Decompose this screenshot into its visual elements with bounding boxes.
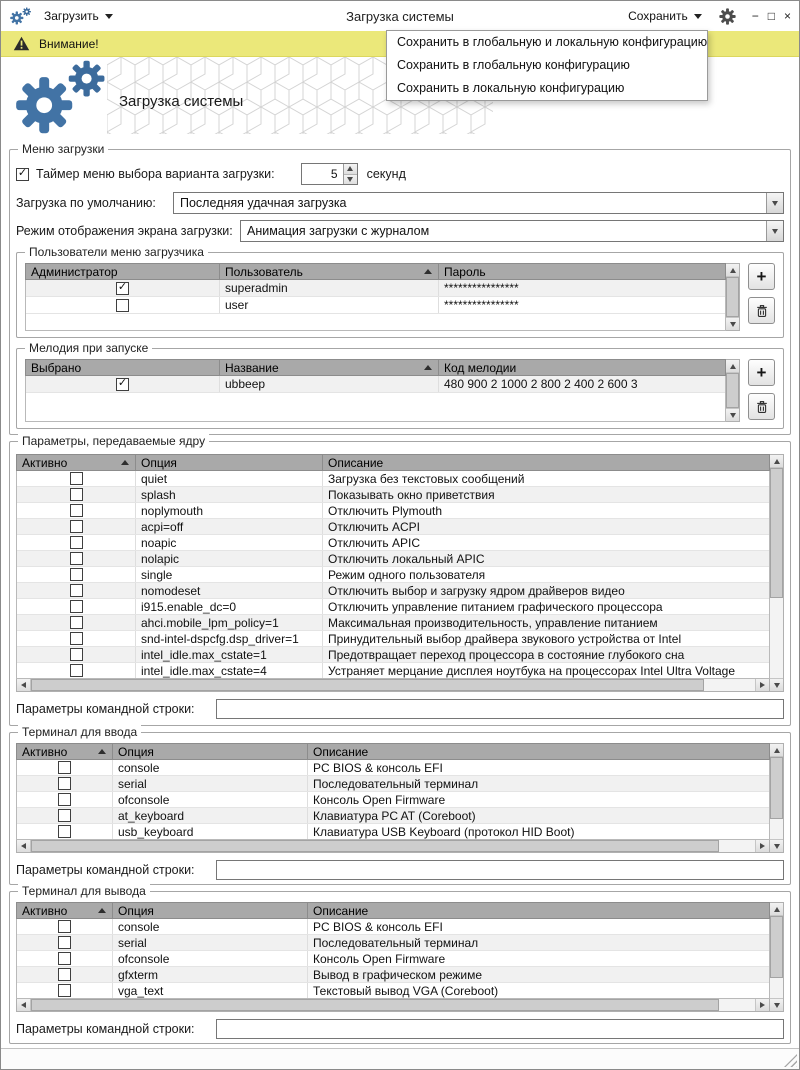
warning-text: Внимание! [39, 36, 99, 51]
admin-checkbox[interactable] [116, 299, 129, 312]
description-cell: Клавиатура PC AT (Coreboot) [313, 808, 476, 823]
option-cell: at_keyboard [113, 808, 308, 823]
resize-grip[interactable] [784, 1054, 797, 1067]
option-cell: ahci.mobile_lpm_policy=1 [136, 615, 323, 630]
kernel-cmdline-input[interactable] [216, 699, 784, 719]
input-terminal-row[interactable] [17, 808, 769, 824]
timer-unit-label: секунд [366, 167, 406, 181]
output-terminal-header [16, 902, 770, 919]
active-checkbox[interactable] [70, 568, 83, 581]
option-cell: splash [136, 487, 323, 502]
kernel-param-row[interactable] [17, 567, 769, 583]
warning-icon [13, 36, 30, 51]
horizontal-scrollbar[interactable] [16, 999, 770, 1012]
scroll-down-icon[interactable] [770, 678, 783, 691]
description-cell: Клавиатура USB Keyboard (протокол HID Boot) [313, 824, 575, 839]
user-row[interactable] [26, 280, 725, 297]
description-cell: Отключить APIC [328, 535, 420, 550]
scroll-up-icon[interactable] [726, 264, 739, 277]
output-terminal-row[interactable] [17, 983, 769, 999]
group-input-terminal [9, 725, 791, 885]
load-button-label: Загрузить [44, 9, 99, 23]
active-checkbox[interactable] [70, 504, 83, 517]
horizontal-scrollbar[interactable] [16, 679, 770, 692]
column-header-option[interactable]: Опция [113, 744, 308, 759]
input-terminal-row[interactable] [17, 760, 769, 776]
active-checkbox[interactable] [58, 793, 71, 806]
scroll-right-icon[interactable] [755, 679, 769, 691]
option-cell: console [113, 919, 308, 934]
option-cell: acpi=off [136, 519, 323, 534]
delete-melody-button[interactable] [748, 393, 775, 420]
active-checkbox[interactable] [70, 488, 83, 501]
kernel-param-row[interactable] [17, 615, 769, 631]
display-mode-select[interactable] [240, 220, 784, 242]
option-cell: nolapic [136, 551, 323, 566]
column-header-name[interactable]: Название [220, 360, 439, 375]
group-bootloader-users [16, 245, 784, 338]
input-terminal-header [16, 743, 770, 760]
option-cell: gfxterm [113, 967, 308, 982]
spin-up-button[interactable] [344, 164, 357, 175]
column-header-admin[interactable]: Администратор [26, 264, 220, 279]
spin-down-button[interactable] [344, 175, 357, 185]
vertical-scrollbar[interactable] [726, 359, 740, 422]
scroll-up-icon[interactable] [770, 903, 783, 916]
kernel-param-row[interactable] [17, 631, 769, 647]
close-button[interactable]: × [783, 9, 791, 23]
kernel-param-row[interactable] [17, 503, 769, 519]
description-cell: Отключить Plymouth [328, 503, 443, 518]
user-name-cell: user [220, 297, 439, 313]
column-header-description[interactable]: Описание [328, 455, 384, 470]
window-title: Загрузка системы [346, 8, 454, 24]
menu-item-save-global[interactable]: Сохранить в глобальную конфигурацию [397, 58, 630, 72]
description-cell: Предотвращает переход процессора в состояние глубокого сна [328, 647, 685, 662]
option-cell: single [136, 567, 323, 582]
scroll-down-icon[interactable] [770, 839, 783, 852]
password-cell: **************** [444, 281, 519, 295]
scroll-right-icon[interactable] [755, 840, 769, 852]
minimize-button[interactable]: − [751, 9, 759, 23]
description-cell: Отключить локальный APIC [328, 551, 485, 566]
input-terminal-table [16, 743, 784, 853]
users-table-header [25, 263, 726, 280]
option-cell: intel_idle.max_cstate=1 [136, 647, 323, 662]
melody-code-cell: 480 900 2 1000 2 800 2 400 2 600 3 [444, 377, 638, 391]
input-terminal-body [16, 760, 770, 840]
vertical-scrollbar[interactable] [770, 902, 784, 1012]
maximize-button[interactable]: □ [767, 9, 775, 23]
description-cell: Отключить выбор и загрузку ядром драйверов видео [328, 583, 625, 598]
active-checkbox[interactable] [58, 809, 71, 822]
column-header-active[interactable]: Активно [17, 903, 113, 918]
group-boot-menu [9, 142, 791, 435]
group-boot-menu-title: Меню загрузки [18, 142, 108, 156]
melody-table-body [25, 376, 726, 422]
option-cell: noapic [136, 535, 323, 550]
users-table [25, 263, 740, 331]
option-cell: usb_keyboard [113, 824, 308, 839]
active-checkbox[interactable] [70, 664, 83, 677]
column-header-password[interactable]: Пароль [444, 264, 486, 279]
option-cell: intel_idle.max_cstate=4 [136, 663, 323, 678]
active-checkbox[interactable] [58, 777, 71, 790]
scroll-down-icon[interactable] [770, 998, 783, 1011]
menu-item-save-local[interactable]: Сохранить в локальную конфигурацию [397, 81, 625, 95]
scroll-up-icon[interactable] [770, 455, 783, 468]
group-kernel-params-title: Параметры, передаваемые ядру [18, 434, 209, 448]
column-header-user[interactable]: Пользователь [220, 264, 439, 279]
group-startup-melody [16, 341, 784, 429]
kernel-params-table [16, 454, 784, 692]
vertical-scrollbar[interactable] [770, 454, 784, 692]
column-header-active[interactable]: Активно [17, 455, 136, 470]
option-cell: serial [113, 935, 308, 950]
input-terminal-row[interactable] [17, 776, 769, 792]
chevron-down-icon [105, 14, 113, 19]
description-cell: Принудительный выбор драйвера звукового устройства от Intel [328, 631, 682, 646]
column-header-option[interactable]: Опция [136, 455, 323, 470]
display-mode-label: Режим отображения экрана загрузки: [16, 224, 233, 238]
toolbar [1, 1, 799, 31]
add-melody-button[interactable]: + [748, 359, 775, 386]
column-header-selected[interactable]: Выбрано [26, 360, 220, 375]
active-checkbox[interactable] [70, 584, 83, 597]
active-checkbox[interactable] [58, 968, 71, 981]
kernel-param-row[interactable] [17, 535, 769, 551]
sort-asc-icon [121, 460, 129, 465]
group-output-terminal [9, 884, 791, 1044]
default-boot-select[interactable] [173, 192, 784, 214]
password-cell: **************** [444, 298, 519, 312]
vertical-scrollbar[interactable] [770, 743, 784, 853]
delete-user-button[interactable] [748, 297, 775, 324]
active-checkbox[interactable] [58, 952, 71, 965]
settings-gear-icon[interactable] [719, 8, 736, 25]
option-cell: ofconsole [113, 951, 308, 966]
option-cell: noplymouth [136, 503, 323, 518]
page-title: Загрузка системы [119, 93, 244, 110]
default-boot-label: Загрузка по умолчанию: [16, 196, 156, 210]
default-boot-value: Последняя удачная загрузка [180, 196, 347, 210]
description-cell: Загрузка без текстовых сообщений [328, 471, 525, 486]
cmdline-label: Параметры командной строки: [16, 863, 195, 877]
column-header-active[interactable]: Активно [17, 744, 113, 759]
output-terminal-table [16, 902, 784, 1012]
column-header-description[interactable]: Описание [313, 744, 369, 759]
description-cell: Отключить управление питанием графического процессора [328, 599, 663, 614]
vertical-scrollbar[interactable] [726, 263, 740, 331]
kernel-param-row[interactable] [17, 583, 769, 599]
trash-icon [755, 304, 769, 318]
user-name-cell: superadmin [220, 280, 439, 296]
load-button[interactable] [39, 6, 118, 26]
timer-checkbox[interactable] [16, 168, 29, 181]
timer-value: 5 [330, 167, 338, 181]
users-table-body [25, 280, 726, 331]
kernel-table-body [16, 471, 770, 679]
output-terminal-row[interactable] [17, 951, 769, 967]
sort-asc-icon [98, 749, 106, 754]
description-cell: Отключить ACPI [328, 519, 420, 534]
menu-item-save-global-and-local[interactable]: Сохранить в глобальную и локальную конфигурацию [397, 35, 708, 49]
input-terminal-cmdline-input[interactable] [216, 860, 784, 880]
sort-asc-icon [98, 908, 106, 913]
description-cell: Последовательный терминал [313, 935, 479, 950]
timer-label: Таймер меню выбора варианта загрузки: [36, 167, 275, 181]
cmdline-label: Параметры командной строки: [16, 702, 195, 716]
option-cell: i915.enable_dc=0 [136, 599, 323, 614]
selected-checkbox[interactable] [116, 378, 129, 391]
description-cell: Текстовый вывод VGA (Coreboot) [313, 983, 499, 998]
group-bootloader-users-title: Пользователи меню загрузчика [25, 245, 208, 259]
option-cell: nomodeset [136, 583, 323, 598]
option-cell: vga_text [113, 983, 308, 998]
active-checkbox[interactable] [58, 920, 71, 933]
group-output-terminal-title: Терминал для вывода [18, 884, 150, 898]
app-gears-icon [9, 7, 32, 25]
display-mode-value: Анимация загрузки с журналом [247, 224, 430, 238]
description-cell: Максимальная производительность, управление питанием [328, 615, 658, 630]
save-button[interactable] [623, 6, 707, 26]
melody-table-header [25, 359, 726, 376]
active-checkbox[interactable] [70, 552, 83, 565]
scroll-down-icon[interactable] [726, 408, 739, 421]
horizontal-scrollbar[interactable] [16, 840, 770, 853]
kernel-param-row[interactable] [17, 487, 769, 503]
description-cell: PC BIOS & консоль EFI [313, 919, 443, 934]
description-cell: Последовательный терминал [313, 776, 479, 791]
active-checkbox[interactable] [70, 520, 83, 533]
description-cell: PC BIOS & консоль EFI [313, 760, 443, 775]
trash-icon [755, 400, 769, 414]
option-cell: quiet [136, 471, 323, 486]
description-cell: Устраняет мерцание дисплея ноутбука на процессорах Intel Ultra Voltage [328, 663, 735, 678]
active-checkbox[interactable] [70, 648, 83, 661]
active-checkbox[interactable] [70, 536, 83, 549]
kernel-param-row[interactable] [17, 551, 769, 567]
active-checkbox[interactable] [58, 936, 71, 949]
column-header-option[interactable]: Опция [113, 903, 308, 918]
chevron-down-icon[interactable] [766, 221, 783, 241]
save-dropdown-menu [386, 30, 708, 101]
melody-table [25, 359, 740, 422]
description-cell: Режим одного пользователя [328, 567, 486, 582]
column-header-description[interactable]: Описание [313, 903, 369, 918]
kernel-param-row[interactable] [17, 647, 769, 663]
scroll-down-icon[interactable] [726, 317, 739, 330]
active-checkbox[interactable] [70, 472, 83, 485]
active-checkbox[interactable] [70, 616, 83, 629]
app-logo-gears-icon [11, 59, 109, 135]
scroll-right-icon[interactable] [755, 999, 769, 1011]
active-checkbox[interactable] [70, 632, 83, 645]
kernel-param-row[interactable] [17, 471, 769, 487]
description-cell: Консоль Open Firmware [313, 792, 446, 807]
user-row[interactable] [26, 297, 725, 314]
scroll-left-icon[interactable] [17, 999, 31, 1011]
cmdline-label: Параметры командной строки: [16, 1022, 195, 1036]
kernel-param-row[interactable] [17, 599, 769, 615]
option-cell: console [113, 760, 308, 775]
timer-spinbox[interactable] [301, 163, 358, 185]
sort-asc-icon [424, 269, 432, 274]
output-terminal-cmdline-input[interactable] [216, 1019, 784, 1039]
output-terminal-body [16, 919, 770, 999]
status-bar [1, 1048, 799, 1069]
kernel-param-row[interactable] [17, 519, 769, 535]
group-startup-melody-title: Мелодия при запуске [25, 341, 152, 355]
input-terminal-row[interactable] [17, 824, 769, 840]
kernel-table-header [16, 454, 770, 471]
description-cell: Показывать окно приветствия [328, 487, 495, 502]
description-cell: Вывод в графическом режиме [313, 967, 483, 982]
description-cell: Консоль Open Firmware [313, 951, 446, 966]
option-cell: snd-intel-dspcfg.dsp_driver=1 [136, 631, 323, 646]
melody-row[interactable] [26, 376, 725, 393]
input-terminal-row[interactable] [17, 792, 769, 808]
output-terminal-row[interactable] [17, 935, 769, 951]
scroll-left-icon[interactable] [17, 679, 31, 691]
option-cell: serial [113, 776, 308, 791]
chevron-down-icon[interactable] [766, 193, 783, 213]
output-terminal-row[interactable] [17, 919, 769, 935]
output-terminal-row[interactable] [17, 967, 769, 983]
add-user-button[interactable]: + [748, 263, 775, 290]
admin-checkbox[interactable] [116, 282, 129, 295]
scroll-up-icon[interactable] [770, 744, 783, 757]
active-checkbox[interactable] [58, 825, 71, 838]
scroll-up-icon[interactable] [726, 360, 739, 373]
active-checkbox[interactable] [58, 761, 71, 774]
save-button-label: Сохранить [628, 9, 688, 23]
chevron-down-icon [694, 14, 702, 19]
kernel-param-row[interactable] [17, 663, 769, 679]
scroll-left-icon[interactable] [17, 840, 31, 852]
option-cell: ofconsole [113, 792, 308, 807]
melody-name-cell: ubbeep [220, 376, 439, 392]
sort-asc-icon [424, 365, 432, 370]
active-checkbox[interactable] [70, 600, 83, 613]
group-kernel-params [9, 434, 791, 726]
column-header-melody-code[interactable]: Код мелодии [444, 360, 517, 375]
active-checkbox[interactable] [58, 984, 71, 997]
group-input-terminal-title: Терминал для ввода [18, 725, 141, 739]
